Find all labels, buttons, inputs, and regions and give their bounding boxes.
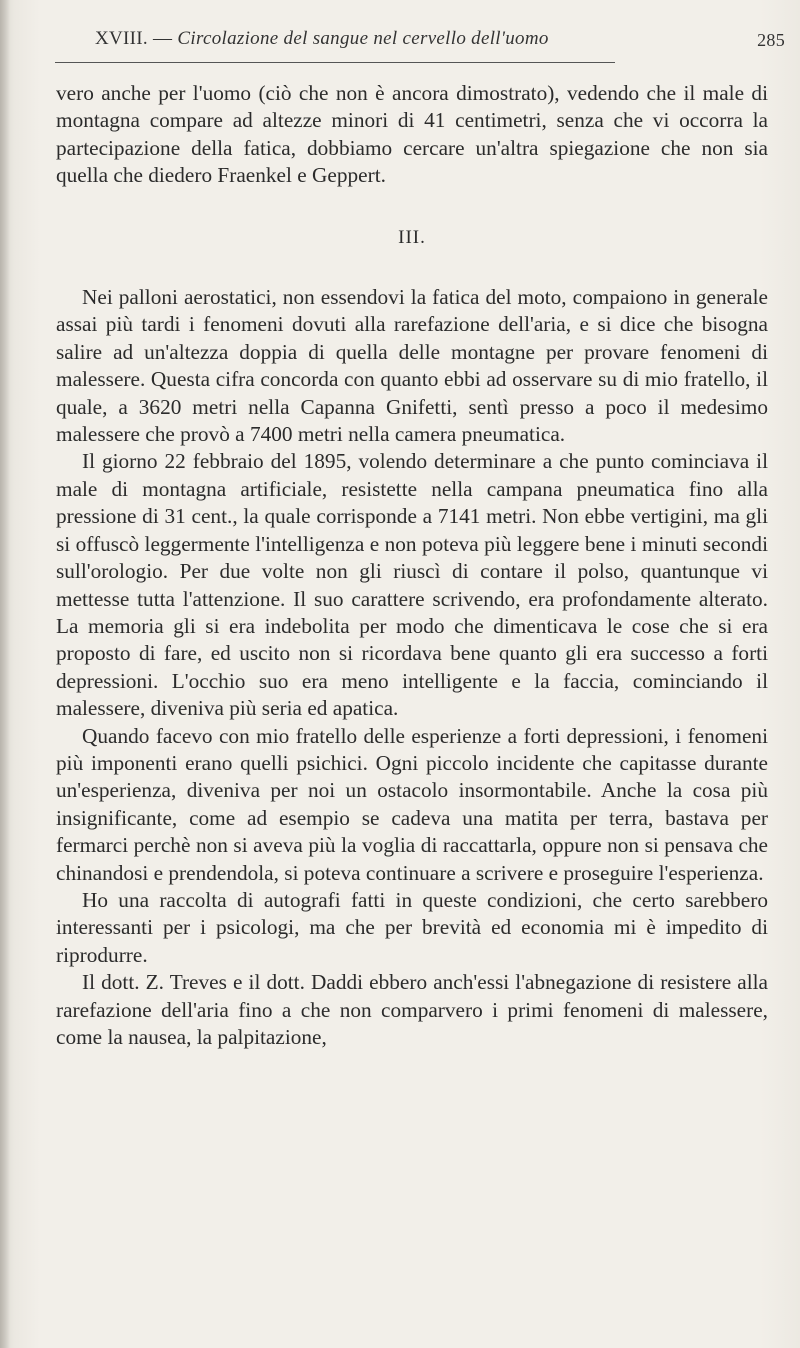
page-number: 285 xyxy=(757,30,785,50)
header-rule xyxy=(55,62,615,63)
chapter-title: Circolazione del sangue nel cervello dell'uomo xyxy=(177,28,549,49)
body-text xyxy=(56,80,768,1051)
paragraph: Nei palloni aerostatici, non essendovi la fatica del moto, compaiono in generale assai più tardi i fenomeni dovuti alla rarefazione dell'aria, e si dice che bisogna salire ad un'altezza doppia di quella delle montagne per provare fenomeni di malessere. Questa cifra concorda con quanto ebbi ad osservare su di mio fratello, il quale, a 3620 metri nella Capanna Gnifetti, sentì presso a poco il medesimo malessere che provò a 7400 metri nella camera pneumatica. xyxy=(56,285,768,447)
head-dash: — xyxy=(153,28,173,49)
paragraph-continuation: vero anche per l'uomo (ciò che non è ancora dimostrato), vedendo che il male di montagna compare ad altezze minori di 41 centimetri, senza che vi occorra la partecipazione della fatica, dobbiamo cercare un'altra spiegazione che non sia quella che diedero Fraenkel e Geppert. xyxy=(56,81,768,188)
section-number: III. xyxy=(398,226,426,248)
binding-shadow xyxy=(0,0,10,1348)
paragraph: Ho una raccolta di autografi fatti in queste condizioni, che certo sarebbero interessanti per i psicologi, ma che per brevità ed economia mi è impedito di riprodurre. xyxy=(56,887,768,967)
paragraph: Il giorno 22 febbraio del 1895, volendo determinare a che punto cominciava il male di montagna artificiale, resistette nella campana pneumatica fino alla pressione di 31 cent., la quale corrisponde a 7141 metri. Non ebbe vertigini, ma gli si offuscò leggermente l'intelligenza e non poteva più leggere bene i minuti secondi sull'orologio. Per due volte non gli riuscì di contare il polso, quantunque vi mettesse tutta l'attenzione. Il suo carattere scrivendo, era profondamente alterato. La memoria gli si era indebolita per modo che dimenticava le cose che si era proposto di fare, ed uscito non si ricordava bene quanto gli era successo a forti depressioni. L'occhio suo era meno intelligente e la faccia, cominciando il malessere, diveniva più seria ed apatica. xyxy=(56,449,768,721)
running-head xyxy=(95,28,785,50)
chapter-number: XVIII. xyxy=(95,28,148,49)
paragraph: Quando facevo con mio fratello delle esperienze a forti depressioni, i fenomeni più imponenti erano quelli psichici. Ogni piccolo incidente che capitasse durante un'esperienza, diveniva per noi un ostacolo insormontabile. Anche la cosa più insignificante, come ad esempio se cadeva una matita per terra, bastava per fermarci perchè non si aveva più la voglia di raccattarla, oppure non si pensava che chinandosi e prendendola, si poteva continuare a scrivere e proseguire l'esperienza. xyxy=(56,723,768,885)
paragraph: Il dott. Z. Treves e il dott. Daddi ebbero anch'essi l'abnegazione di resistere alla rarefazione dell'aria fino a che non comparvero i primi fenomeni di malessere, come la nausea, la palpitazione, xyxy=(56,970,768,1049)
